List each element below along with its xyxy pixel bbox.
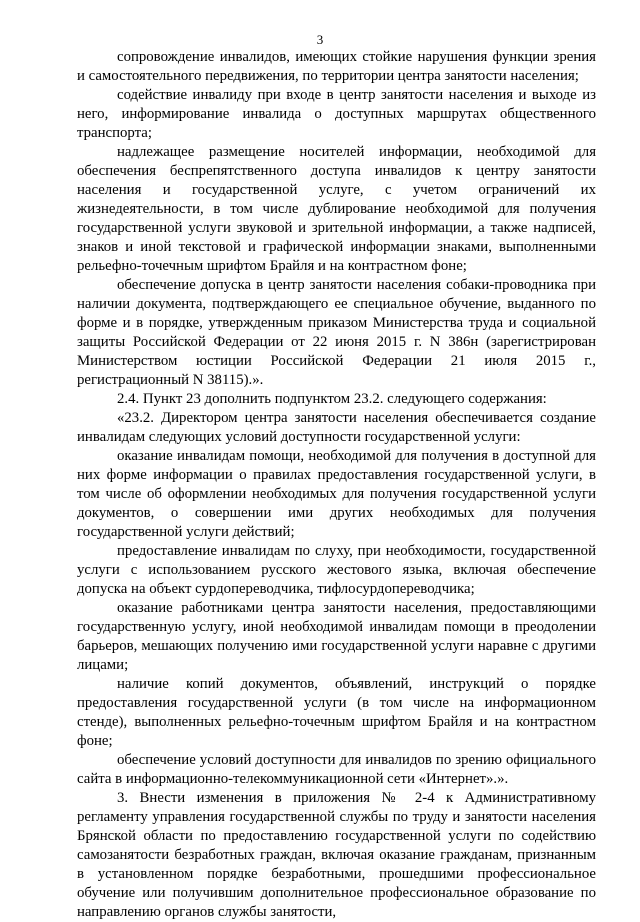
paragraph-8: предоставление инвалидам по слуху, при необходимости, государственной услуги с использованием русского жестового языка, включая обеспечение допуска на объект сурдопереводчика, тифлосурдопереводчика; <box>77 543 596 597</box>
paragraph-7: оказание инвалидам помощи, необходимой для получения в доступной для них форме информации о правилах предоставления государственной услуги, в том числе об оформлении необходимых для получения государственной услуги документов, о совершении ими других необходимых для получения государственной услуги действий; <box>77 448 596 540</box>
paragraph-11: обеспечение условий доступности для инвалидов по зрению официального сайта в информационно-телекоммуникационной сети «Интернет».». <box>77 752 596 787</box>
paragraph-4: обеспечение допуска в центр занятости населения собаки-проводника при наличии документа, подтверждающего ее специальное обучение, выданного по форме и в порядке, утвержденным приказом Министерства труда и социальной защиты Российской Федерации от 22 июня 2015 г. N 386н (зарегистрирован Министерством юстиции Российской Федерации 21 июля 2015 г., регистрационный N 38115).». <box>77 277 596 388</box>
paragraph-12: 3. Внести изменения в приложения № 2-4 к Административному регламенту управления государственной службы по труду и занятости населения Брянской области по предоставлению государственной услуги по содействию самозанятости безработных граждан, включая оказание гражданам, признанным в установленном порядке безработными, прошедшими профессиональное обучение или получившим дополнительное профессиональное образование по направлению органов службы занятости, <box>77 790 596 920</box>
paragraph-1: сопровождение инвалидов, имеющих стойкие нарушения функции зрения и самостоятельного передвижения, по территории центра занятости населения; <box>77 49 596 84</box>
paragraph-2: содействие инвалиду при входе в центр занятости населения и выходе из него, информирование инвалида о доступных маршрутах общественного транспорта; <box>77 87 596 141</box>
document-body <box>77 48 596 922</box>
paragraph-10: наличие копий документов, объявлений, инструкций о порядке предоставления государственной услуги (в том числе на информационном стенде), выполненных рельефно-точечным шрифтом Брайля и на контрастном фоне; <box>77 676 596 749</box>
paragraph-5: 2.4. Пункт 23 дополнить подпунктом 23.2. следующего содержания: <box>117 391 547 407</box>
page-number: 3 <box>316 32 324 47</box>
paragraph-6: «23.2. Директором центра занятости населения обеспечивается создание инвалидам следующих условий доступности государственной услуги: <box>77 410 596 445</box>
paragraph-9: оказание работниками центра занятости населения, предоставляющими государственную услугу, иной необходимой инвалидам помощи в преодолении барьеров, мешающих получению ими государственной услуги наравне с другими лицами; <box>77 600 596 673</box>
paragraph-3: надлежащее размещение носителей информации, необходимой для обеспечения беспрепятственного доступа инвалидов к центру занятости населения и государственной услуге, с учетом ограничений их жизнедеятельности, в том числе дублирование необходимой для получения государственной услуги звуковой и зрительной информации, а также надписей, знаков и иной текстовой и графической информации знаками, выполненными рельефно-точечным шрифтом Брайля и на контрастном фоне; <box>77 144 596 274</box>
